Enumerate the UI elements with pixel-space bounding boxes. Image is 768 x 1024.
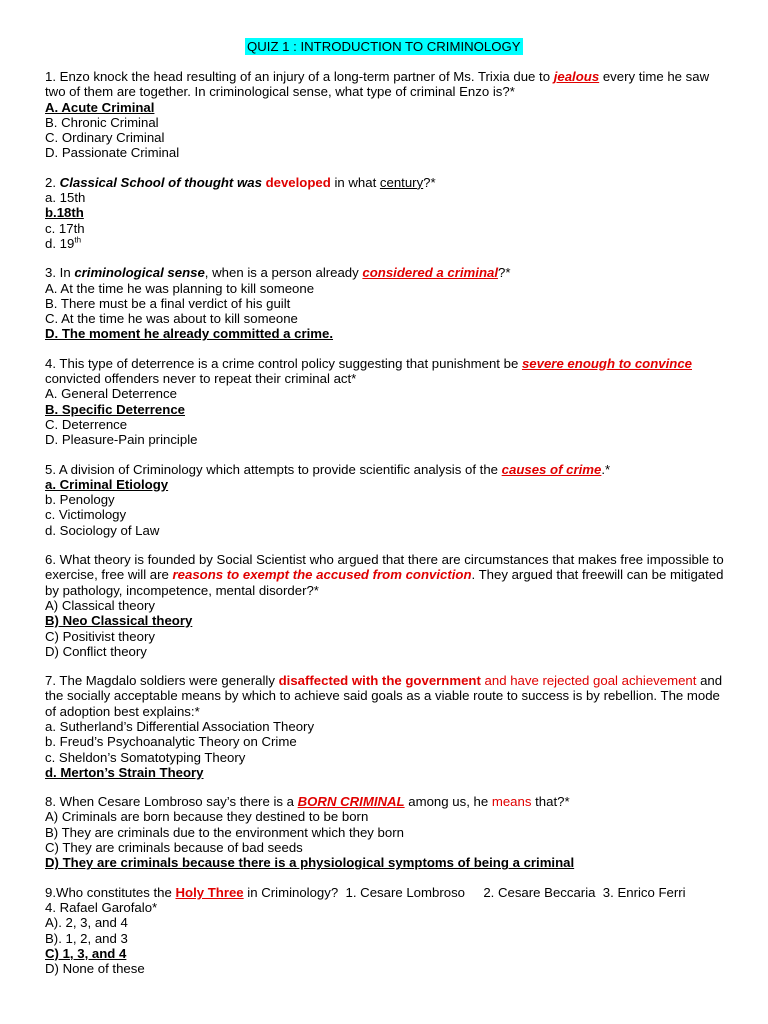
question-7 <box>45 673 725 780</box>
option: A). 2, 3, and 4 <box>45 915 128 931</box>
option: d. 19th <box>45 235 82 251</box>
option: B) They are criminals due to the environment which they born <box>45 824 404 840</box>
option: c. Sheldon’s Somatotyping Theory <box>45 749 246 765</box>
option: B. Chronic Criminal <box>45 114 159 130</box>
option: d. Sociology of Law <box>45 522 160 538</box>
question-text: 7. The Magdalo soldiers were generally disaffected with the government and have rejected goal achievement and the socially acceptable means by which to achieve said goals as a viable route to success is by rebellion. The mode of adoption best explains:* <box>45 673 723 719</box>
option: b. Penology <box>45 492 115 508</box>
question-3 <box>45 265 725 341</box>
option: A. General Deterrence <box>45 386 177 402</box>
option: B). 1, 2, and 3 <box>45 930 128 946</box>
question-1 <box>45 69 725 161</box>
question-6 <box>45 552 725 659</box>
question-text: 9.Who constitutes the Holy Three in Criminology? 1. Cesare Lombroso 2. Cesare Beccaria 3. Enrico Ferri 4. Rafael Garofalo* <box>45 884 734 915</box>
option: B. There must be a final verdict of his guilt <box>45 295 291 311</box>
correct-option: D) They are criminals because there is a physiological symptoms of being a criminal <box>45 855 575 871</box>
option: a. 15th <box>45 190 86 206</box>
correct-option: B) Neo Classical theory <box>45 613 193 629</box>
correct-option: B. Specific Deterrence <box>45 401 185 417</box>
question-text: 4. This type of deterrence is a crime control policy suggesting that punishment be severe enough to convince convicted offenders never to repeat their criminal act* <box>45 355 692 387</box>
question-8 <box>45 794 725 870</box>
correct-option: A. Acute Criminal <box>45 99 155 115</box>
question-5 <box>45 462 725 538</box>
quiz-title: QUIZ 1 : INTRODUCTION TO CRIMINOLOGY <box>247 39 521 54</box>
option: c. 17th <box>45 220 85 236</box>
option: D) Conflict theory <box>45 643 147 659</box>
correct-option: a. Criminal Etiology <box>45 476 169 492</box>
question-2 <box>45 175 725 251</box>
option: b. Freud’s Psychoanalytic Theory on Crime <box>45 734 297 750</box>
option: a. Sutherland’s Differential Association Theory <box>45 718 315 734</box>
question-text: 1. Enzo knock the head resulting of an injury of a long-term partner of Ms. Trixia due to jealous every time he saw two of them are together. In criminological sense, what type of criminal Enzo is?* <box>45 69 710 100</box>
question-text: 6. What theory is founded by Social Scientist who argued that there are circumstances that makes free impossible to exercise, free will are reasons to exempt the accused from conviction. They argued that freewill can be mitigated by pathology, incompetence, mental disorder?* <box>45 552 724 598</box>
question-text: 2. Classical School of thought was developed in what century?* <box>45 174 436 190</box>
option: C) They are criminals because of bad seeds <box>45 840 303 856</box>
correct-option: d. Merton’s Strain Theory <box>45 764 204 780</box>
option: D. Passionate Criminal <box>45 145 180 161</box>
correct-option: D. The moment he already committed a crime. <box>45 326 334 342</box>
question-text: 8. When Cesare Lombroso say’s there is a BORN CRIMINAL among us, he means that?* <box>45 794 570 810</box>
question-9 <box>45 884 734 977</box>
option: A) Criminals are born because they destined to be born <box>45 809 369 825</box>
correct-option: C) 1, 3, and 4 <box>45 945 127 961</box>
question-text: 3. In criminological sense, when is a person already considered a criminal?* <box>45 265 511 281</box>
option: C. Ordinary Criminal <box>45 130 165 146</box>
correct-option: b.18th <box>45 205 84 221</box>
option: D. Pleasure-Pain principle <box>45 432 198 448</box>
option: C. At the time he was about to kill someone <box>45 311 298 327</box>
quiz-page <box>45 38 734 977</box>
option: C. Deterrence <box>45 416 128 432</box>
option: c. Victimology <box>45 507 127 523</box>
option: D) None of these <box>45 961 145 977</box>
option: A. At the time he was planning to kill someone <box>45 280 315 296</box>
option: C) Positivist theory <box>45 628 155 644</box>
question-text: 5. A division of Criminology which attempts to provide scientific analysis of the causes of crime.* <box>45 461 611 477</box>
question-4 <box>45 356 725 448</box>
option: A) Classical theory <box>45 597 155 613</box>
